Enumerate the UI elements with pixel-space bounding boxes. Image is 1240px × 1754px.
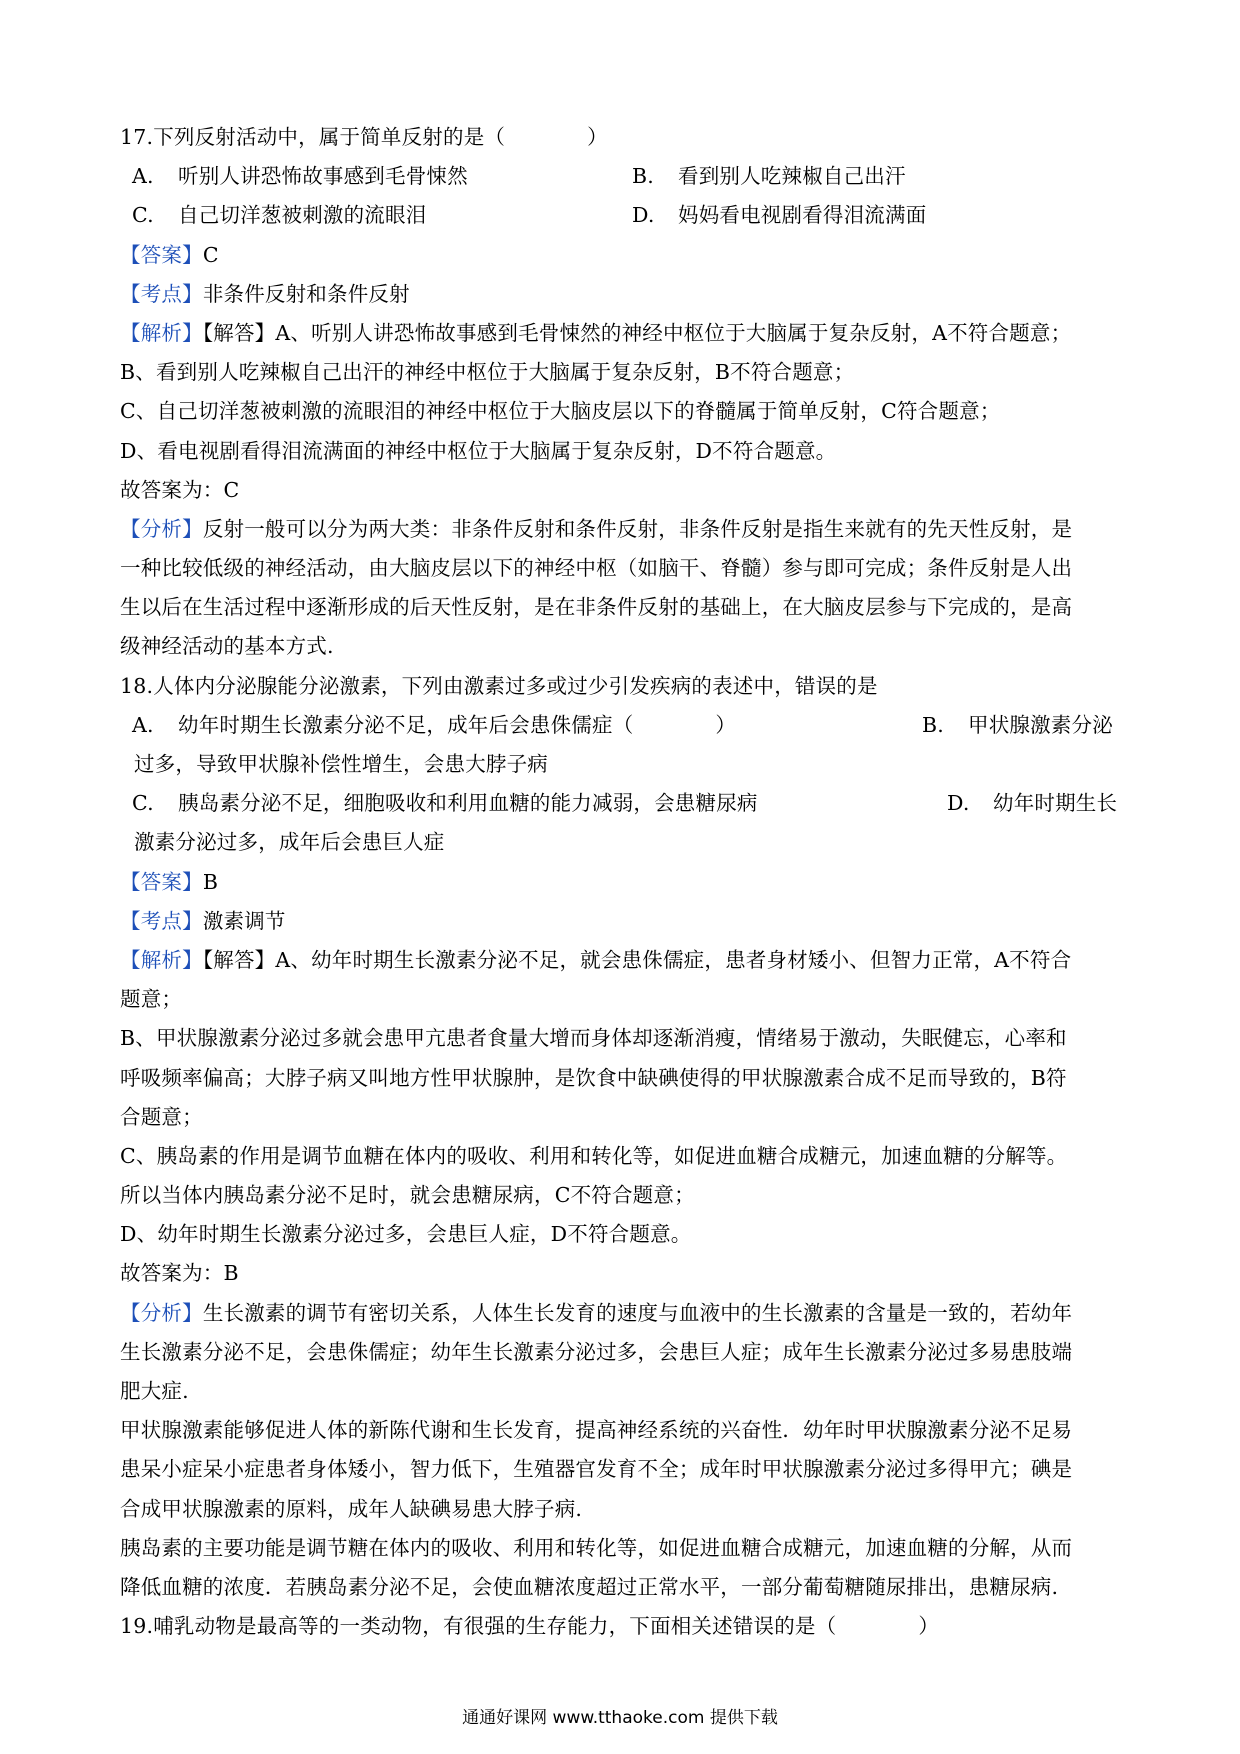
- q18-fenxi-line: 生长激素分泌不足，会患侏儒症；幼年生长激素分泌过多，会患巨人症；成年生长激素分泌过多易患肢端: [120, 1339, 1073, 1364]
- q18-option-a-text: 幼年时期生长激素分泌不足，成年后会患侏儒症（: [178, 712, 634, 737]
- q17-option-b-letter: B.: [632, 164, 654, 189]
- q18-analysis-line: C、胰岛素的作用是调节血糖在体内的吸收、利用和转化等，如促进血糖合成糖元，加速血糖的分解等。: [120, 1143, 1068, 1168]
- q18-option-a-letter: A.: [132, 712, 154, 737]
- q17-option-a-text: 听别人讲恐怖故事感到毛骨悚然: [178, 164, 468, 189]
- answer-tag: 【答案】: [120, 242, 203, 267]
- answer-tag: 【答案】: [120, 869, 203, 894]
- q18-option-d-letter: D.: [947, 791, 970, 816]
- q18-final-answer: 故答案为：B: [120, 1261, 239, 1286]
- q18-analysis-line: 【解析】【解答】A、幼年时期生长激素分泌不足，就会患侏儒症，患者身材矮小、但智力正常，A不符合: [120, 947, 1072, 972]
- fenxi-tag: 【分析】: [120, 1300, 203, 1325]
- q18-option-c-text: 胰岛素分泌不足，细胞吸收和利用血糖的能力减弱，会患糖尿病: [178, 791, 758, 816]
- topic-tag: 【考点】: [120, 908, 203, 933]
- q17-analysis-line: B、看到别人吃辣椒自己出汗的神经中枢位于大脑属于复杂反射，B不符合题意；: [120, 360, 855, 385]
- q18-analysis-line: 所以当体内胰岛素分泌不足时，就会患糖尿病，C不符合题意；: [120, 1183, 695, 1208]
- q18-analysis-line: 题意；: [120, 987, 183, 1012]
- q19-stem: 19.哺乳动物是最高等的一类动物，有很强的生存能力，下面相关述错误的是（ ）: [120, 1614, 940, 1639]
- q17-option-d-letter: D.: [632, 203, 655, 228]
- q18-analysis-line: 呼吸频率偏高；大脖子病又叫地方性甲状腺肿，是饮食中缺碘使得的甲状腺激素合成不足而导致的，B符: [120, 1065, 1067, 1090]
- q18-options-cd: [120, 784, 1130, 823]
- q18-topic: 【考点】激素调节: [120, 908, 286, 933]
- q17-topic: 【考点】非条件反射和条件反射: [120, 281, 410, 306]
- q18-fenxi-line: 患呆小症呆小症患者身体矮小，智力低下，生殖器官发育不全；成年时甲状腺激素分泌过多得甲亢；碘是: [120, 1457, 1073, 1482]
- q18-fenxi-line: 降低血糖的浓度．若胰岛素分泌不足，会使血糖浓度超过正常水平，一部分葡萄糖随尿排出，患糖尿病.: [120, 1574, 1059, 1599]
- topic-tag: 【考点】: [120, 281, 203, 306]
- q18-analysis-line: 合题意；: [120, 1104, 203, 1129]
- q18-fenxi-line: 肥大症.: [120, 1379, 189, 1403]
- analysis-tag: 【解析】: [120, 947, 203, 972]
- q18-fenxi-line: 甲状腺激素能够促进人体的新陈代谢和生长发育，提高神经系统的兴奋性．幼年时甲状腺激素分泌不足易: [120, 1418, 1073, 1443]
- q17-analysis-line: 【解析】【解答】A、听别人讲恐怖故事感到毛骨悚然的神经中枢位于大脑属于复杂反射，A不符合题意；: [120, 320, 1072, 345]
- q17-option-c-letter: C.: [132, 203, 154, 228]
- q18-option-c-letter: C.: [132, 791, 154, 816]
- q17-fenxi-line: 生以后在生活过程中逐渐形成的后天性反射，是在非条件反射的基础上，在大脑皮层参与下完成的，是高: [120, 595, 1073, 620]
- q17-option-a-letter: A.: [132, 164, 154, 189]
- q17-option-d-text: 妈妈看电视剧看得泪流满面: [678, 203, 927, 228]
- q18-option-b-letter: B.: [922, 712, 944, 737]
- q17-options-cd: [120, 196, 1130, 235]
- q18-option-d-text: 幼年时期生长: [993, 791, 1118, 816]
- q17-fenxi-line: 【分析】反射一般可以分为两大类：非条件反射和条件反射，非条件反射是指生来就有的先天性反射，是: [120, 516, 1073, 541]
- q17-options-ab: [120, 157, 1130, 196]
- q18-fenxi-line: 胰岛素的主要功能是调节糖在体内的吸收、利用和转化等，如促进血糖合成糖元，加速血糖的分解，从而: [120, 1535, 1073, 1560]
- fenxi-tag: 【分析】: [120, 516, 203, 541]
- q18-option-d-cont: 激素分泌过多，成年后会患巨人症: [134, 830, 445, 855]
- q17-analysis-line: C、自己切洋葱被刺激的流眼泪的神经中枢位于大脑皮层以下的脊髓属于简单反射，C符合题意；: [120, 399, 1001, 424]
- q18-options-ab: A. 幼年时期生长激素分泌不足，成年后会患侏儒症（ ） B. 甲状腺激素分泌: [120, 706, 1130, 745]
- q18-option-b-cont: 过多，导致甲状腺补偿性增生，会患大脖子病: [134, 752, 548, 776]
- q18-option-b-text: 甲状腺激素分泌: [968, 712, 1113, 737]
- q18-fenxi-line: 合成甲状腺激素的原料，成年人缺碘易患大脖子病.: [120, 1496, 583, 1521]
- q17-option-b-text: 看到别人吃辣椒自己出汗: [678, 164, 906, 189]
- q17-fenxi-line: 一种比较低级的神经活动，由大脑皮层以下的神经中枢（如脑干、脊髓）参与即可完成；条件反射是人出: [120, 556, 1073, 581]
- q18-analysis-line: B、甲状腺激素分泌过多就会患甲亢患者食量大增而身体却逐渐消瘦，情绪易于激动，失眠健忘，心率和: [120, 1026, 1067, 1051]
- q18-answer: 【答案】B: [120, 869, 219, 894]
- q17-option-c-text: 自己切洋葱被刺激的流眼泪: [178, 203, 427, 228]
- analysis-tag: 【解析】: [120, 320, 203, 345]
- document-page: [120, 118, 1130, 1646]
- page-footer: 通通好课网 www.tthaoke.com 提供下载: [462, 1708, 778, 1728]
- q17-answer: 【答案】C: [120, 242, 219, 267]
- q18-analysis-line: D、幼年时期生长激素分泌过多，会患巨人症，D不符合题意。: [120, 1222, 692, 1247]
- q17-analysis-line: D、看电视剧看得泪流满面的神经中枢位于大脑属于复杂反射，D不符合题意。: [120, 438, 837, 463]
- q17-stem: 17.下列反射活动中，属于简单反射的是（ ）: [120, 125, 608, 149]
- q18-stem: 18.人体内分泌腺能分泌激素，下列由激素过多或过少引发疾病的表述中，错误的是: [120, 673, 878, 698]
- q17-final-answer: 故答案为：C: [120, 477, 240, 502]
- q18-fenxi-line: 【分析】生长激素的调节有密切关系，人体生长发育的速度与血液中的生长激素的含量是一致的，若幼年: [120, 1300, 1073, 1325]
- q17-fenxi-line: 级神经活动的基本方式.: [120, 634, 334, 659]
